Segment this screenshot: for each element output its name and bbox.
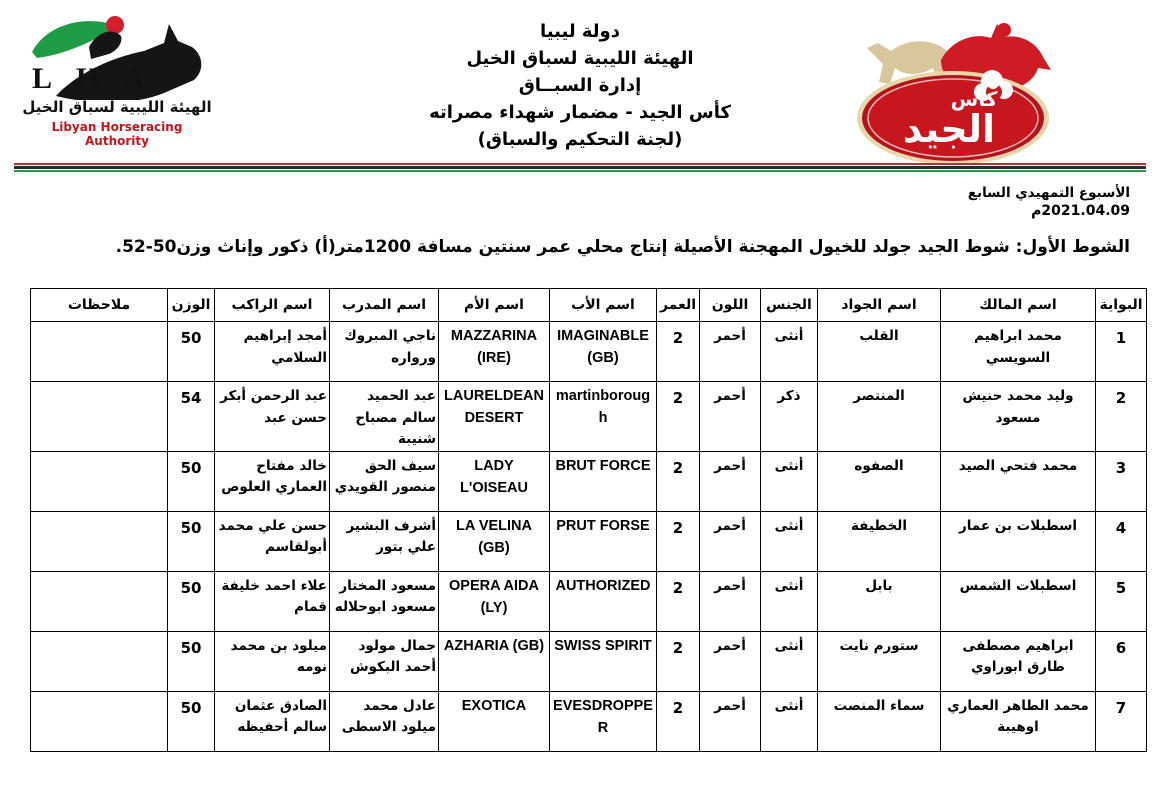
header-row — [31, 289, 1147, 322]
cell-owner: اسطبلات الشمس — [941, 571, 1096, 631]
cell-sire: PRUT FORSE — [550, 511, 657, 571]
column-header-notes: ملاحظات — [31, 289, 168, 322]
column-header-color: اللون — [700, 289, 761, 322]
cell-owner: وليد محمد حنيش مسعود — [941, 382, 1096, 452]
flag-divider-green — [14, 170, 1146, 172]
entries-table-wrap — [30, 288, 1147, 752]
table-row — [31, 631, 1147, 691]
cell-horse: سماء المنصت — [818, 691, 941, 751]
cell-color: أحمر — [700, 382, 761, 452]
cell-color: أحمر — [700, 511, 761, 571]
cell-age: 2 — [657, 382, 700, 452]
table-row — [31, 571, 1147, 631]
cell-gate: 4 — [1096, 511, 1147, 571]
race-title: الشوط الأول: شوط الجيد جولد للخيول المهجنة الأصيلة إنتاج محلي عمر سنتين مسافة 1200متر(أ) ذكور وإناث وزن50-52. — [115, 237, 1130, 257]
cell-weight: 50 — [168, 511, 215, 571]
column-header-horse: اسم الجواد — [818, 289, 941, 322]
cell-owner: محمد الطاهر العماري اوهيبة — [941, 691, 1096, 751]
cell-horse: الصفوه — [818, 451, 941, 511]
cell-gate: 7 — [1096, 691, 1147, 751]
cell-horse: الخطيفة — [818, 511, 941, 571]
meta-block — [968, 184, 1130, 221]
org-line-committee: (لجنة التحكيم والسباق) — [477, 129, 683, 150]
aljeed-cup-logo — [853, 18, 1053, 166]
cell-notes — [31, 691, 168, 751]
cell-notes — [31, 322, 168, 382]
flag-divider-red — [14, 163, 1146, 165]
cell-gate: 2 — [1096, 382, 1147, 452]
column-header-jockey: اسم الراكب — [215, 289, 330, 322]
cell-dam: LAURELDEAN DESERT — [439, 382, 550, 452]
cell-notes — [31, 631, 168, 691]
cell-age: 2 — [657, 691, 700, 751]
column-header-owner: اسم المالك — [941, 289, 1096, 322]
column-header-age: العمر — [657, 289, 700, 322]
cell-color: أحمر — [700, 571, 761, 631]
aljeed-cup-icon — [853, 18, 1053, 166]
cell-horse: القلب — [818, 322, 941, 382]
cell-color: أحمر — [700, 631, 761, 691]
cell-gate: 5 — [1096, 571, 1147, 631]
cell-dam: MAZZARINA (IRE) — [439, 322, 550, 382]
cell-notes — [31, 382, 168, 452]
org-heading — [370, 18, 790, 153]
cell-sex: أنثى — [761, 451, 818, 511]
cell-sex: أنثى — [761, 511, 818, 571]
cell-age: 2 — [657, 322, 700, 382]
cell-sire: EVESDROPPER — [550, 691, 657, 751]
cell-dam: EXOTICA — [439, 691, 550, 751]
table-row — [31, 451, 1147, 511]
cell-trainer: عبد الحميد سالم مصباح شنيبة — [330, 382, 439, 452]
lha-acronym: L H A — [32, 62, 154, 95]
cell-sex: أنثى — [761, 691, 818, 751]
column-header-sire: اسم الأب — [550, 289, 657, 322]
cell-dam: LA VELINA (GB) — [439, 511, 550, 571]
org-line-department: إدارة السبــاق — [518, 75, 642, 96]
table-row — [31, 511, 1147, 571]
cell-weight: 54 — [168, 382, 215, 452]
cell-trainer: مسعود المختار مسعود ابوحلاله — [330, 571, 439, 631]
column-header-sex: الجنس — [761, 289, 818, 322]
cell-dam: AZHARIA (GB) — [439, 631, 550, 691]
cell-jockey: علاء احمد خليفة قمام — [215, 571, 330, 631]
table-row — [31, 382, 1147, 452]
cell-jockey: حسن علي محمد أبولقاسم — [215, 511, 330, 571]
org-line-country: دولة ليبيا — [540, 21, 620, 42]
race-date: 2021.04.09م — [1031, 203, 1130, 219]
column-header-dam: اسم الأم — [439, 289, 550, 322]
column-header-weight: الوزن — [168, 289, 215, 322]
cell-gate: 1 — [1096, 322, 1147, 382]
lha-logo — [22, 12, 212, 148]
cell-weight: 50 — [168, 571, 215, 631]
column-header-gate: البواية — [1096, 289, 1147, 322]
cell-sire: SWISS SPIRIT — [550, 631, 657, 691]
flag-divider-black — [14, 166, 1146, 169]
cell-sire: IMAGINABLE (GB) — [550, 322, 657, 382]
cell-sex: ذكر — [761, 382, 818, 452]
column-header-trainer: اسم المدرب — [330, 289, 439, 322]
week-label: الأسبوع التمهيدي السابع — [967, 185, 1130, 201]
cell-age: 2 — [657, 631, 700, 691]
cell-trainer: ناجي المبروك ورواره — [330, 322, 439, 382]
cell-jockey: خالد مفتاح العماري العلوص — [215, 451, 330, 511]
cell-sex: أنثى — [761, 571, 818, 631]
table-row — [31, 322, 1147, 382]
org-line-authority: الهيئة الليبية لسباق الخيل — [466, 48, 694, 69]
cell-dam: OPERA AIDA (LY) — [439, 571, 550, 631]
org-line-event: كأس الجيد - مضمار شهداء مصراته — [429, 102, 731, 123]
cell-color: أحمر — [700, 691, 761, 751]
cell-gate: 3 — [1096, 451, 1147, 511]
cell-sex: أنثى — [761, 631, 818, 691]
cup-word-top: كأس — [950, 87, 998, 111]
cell-color: أحمر — [700, 451, 761, 511]
cell-trainer: عادل محمد ميلود الاسطى — [330, 691, 439, 751]
cell-owner: محمد فتحي الصيد — [941, 451, 1096, 511]
cell-gate: 6 — [1096, 631, 1147, 691]
lha-arabic-name: الهيئة الليبية لسباق الخيل — [22, 98, 212, 116]
cell-owner: محمد ابراهيم السويسي — [941, 322, 1096, 382]
cell-weight: 50 — [168, 691, 215, 751]
cell-sire: BRUT FORCE — [550, 451, 657, 511]
cell-trainer: جمال مولود أحمد البكوش — [330, 631, 439, 691]
cell-age: 2 — [657, 571, 700, 631]
entries-table — [30, 288, 1147, 752]
cell-jockey: أمجد إبراهيم السلامي — [215, 322, 330, 382]
cell-jockey: ميلود بن محمد نومه — [215, 631, 330, 691]
cell-jockey: عبد الرحمن أبكر حسن عبد — [215, 382, 330, 452]
cell-horse: بابل — [818, 571, 941, 631]
table-row — [31, 691, 1147, 751]
cell-owner: ابراهيم مصطفى طارق ابوراوي — [941, 631, 1096, 691]
entries-tbody — [31, 322, 1147, 752]
flag-divider — [14, 163, 1146, 172]
cell-dam: LADY L'OISEAU — [439, 451, 550, 511]
cell-horse: ستورم نايت — [818, 631, 941, 691]
cell-horse: المنتصر — [818, 382, 941, 452]
cell-sire: martinborough — [550, 382, 657, 452]
cell-trainer: أشرف البشير علي بتور — [330, 511, 439, 571]
cell-jockey: الصادق عثمان سالم أحفيظه — [215, 691, 330, 751]
cell-sex: أنثى — [761, 322, 818, 382]
cell-sire: AUTHORIZED — [550, 571, 657, 631]
cell-notes — [31, 511, 168, 571]
cell-weight: 50 — [168, 322, 215, 382]
cup-word-main: الجيد — [902, 107, 996, 151]
lha-english-name: Libyan Horseracing Authority — [51, 120, 183, 148]
cell-age: 2 — [657, 511, 700, 571]
cell-weight: 50 — [168, 631, 215, 691]
cell-notes — [31, 451, 168, 511]
cell-trainer: سيف الحق منصور القويدي — [330, 451, 439, 511]
cell-color: أحمر — [700, 322, 761, 382]
cell-notes — [31, 571, 168, 631]
cell-age: 2 — [657, 451, 700, 511]
cell-weight: 50 — [168, 451, 215, 511]
cell-owner: اسطبلات بن عمار — [941, 511, 1096, 571]
